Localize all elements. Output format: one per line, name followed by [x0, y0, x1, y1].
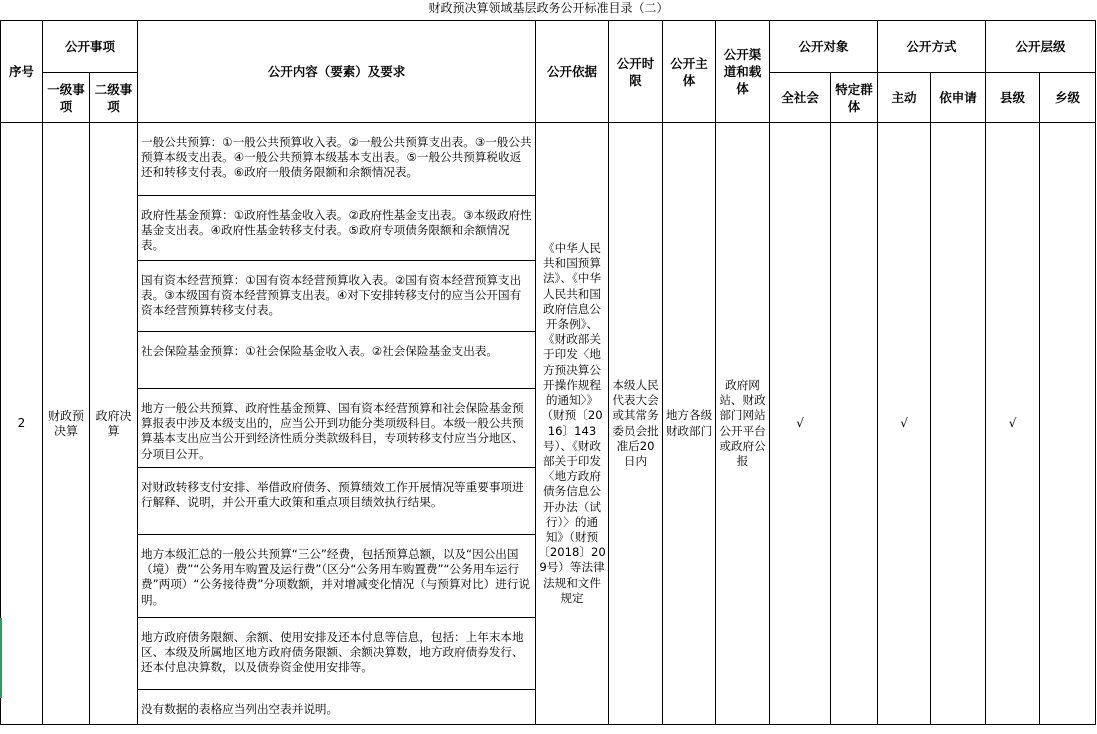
- header-mode-request: 依申请: [931, 73, 986, 123]
- row-seq: 2: [1, 123, 43, 725]
- header-items: 公开事项: [43, 21, 138, 73]
- content-item: 地方本级汇总的一般公共预算“三公”经费，包括预算总额，以及“因公出国（境）费”“公务用车购置及运行费”（区分“公务用车购置费”“公务用车运行费”两项）“公务接待费”分项数额，并对增减变化情况（与预算对比）进行说明。: [138, 535, 536, 618]
- header-audience-all: 全社会: [770, 73, 831, 123]
- check-mode-active: √: [878, 123, 931, 725]
- content-item: 一般公共预算：①一般公共预算收入表。②一般公共预算支出表。③一般公共预算本级支出表。④一般公共预算本级基本支出表。⑤一般公共预算税收返还和转移支付表。⑥政府一般债务限额和余额情况表。: [138, 123, 536, 196]
- header-level2: 二级事项: [90, 73, 138, 123]
- header-tier-county: 县级: [986, 73, 1040, 123]
- header-mode-active: 主动: [878, 73, 931, 123]
- content-item: 社会保险基金预算：①社会保险基金收入表。②社会保险基金支出表。: [138, 332, 536, 389]
- header-audience: 公开对象: [770, 21, 878, 73]
- cell-audience-specific: [831, 123, 878, 725]
- content-item: 国有资本经营预算：①国有资本经营预算收入表。②国有资本经营预算支出表。③本级国有资本经营预算支出表。④对下安排转移支付的应当公开国有资本经营预算转移支付表。: [138, 261, 536, 332]
- cell-mode-request: [931, 123, 986, 725]
- row-basis: 《中华人民共和国预算法》、《中华人民共和国政府信息公开条例》、《财政部关于印发〈地方预决算公开操作规程的通知〉》（财预〔2016〕143号）、《财政部关于印发〈地方政府债务信息公开办法（试行）〉的通知》（财预〔2018〕209号）等法律法规和文件规定: [536, 123, 609, 725]
- header-basis: 公开依据: [536, 21, 609, 123]
- content-item: 地方政府债务限额、余额、使用安排及还本付息等信息，包括：上年末本地区、本级及所属地区地方政府债务限额、余额决算数，地方政府债券发行、还本付息决算数，以及债券资金使用安排等。: [138, 618, 536, 690]
- content-item: 对财政转移支付安排、举借政府债务、预算绩效工作开展情况等重要事项进行解释、说明，并公开重大政策和重点项目绩效执行结果。: [138, 468, 536, 535]
- header-mode: 公开方式: [878, 21, 986, 73]
- check-tier-county: √: [986, 123, 1040, 725]
- row-channel: 政府网站、财政部门网站公开平台或政府公报: [716, 123, 770, 725]
- check-audience-all: √: [770, 123, 831, 725]
- catalog-table: [0, 20, 1096, 725]
- header-content: 公开内容（要素）及要求: [138, 21, 536, 123]
- header-channel: 公开渠道和载体: [716, 21, 770, 123]
- row-marker: [0, 618, 2, 698]
- header-level1: 一级事项: [43, 73, 90, 123]
- cell-tier-township: [1040, 123, 1096, 725]
- content-item: 政府性基金预算：①政府性基金收入表。②政府性基金支出表。③本级政府性基金支出表。④政府性基金转移支付表。⑤政府专项债务限额和余额情况表。: [138, 196, 536, 261]
- header-subject: 公开主体: [663, 21, 716, 123]
- row-level2: 政府决算: [90, 123, 138, 725]
- row-timing: 本级人民代表大会或其常务委员会批准后20日内: [609, 123, 663, 725]
- header-timing: 公开时限: [609, 21, 663, 123]
- row-subject: 地方各级财政部门: [663, 123, 716, 725]
- content-item: 没有数据的表格应当列出空表并说明。: [138, 690, 536, 725]
- header-tier-township: 乡级: [1040, 73, 1096, 123]
- content-item: 地方一般公共预算、政府性基金预算、国有资本经营预算和社会保险基金预算报表中涉及本级支出的，应当公开到功能分类项级科目。本级一般公共预算基本支出应当公开到经济性质分类款级科目，专项转移支付应当分地区、分项目公开。: [138, 389, 536, 468]
- row-level1: 财政预决算: [43, 123, 90, 725]
- header-audience-specific: 特定群体: [831, 73, 878, 123]
- header-tier: 公开层级: [986, 21, 1096, 73]
- page-title: 财政预决算领域基层政务公开标准目录（二）: [428, 1, 669, 15]
- header-seq: 序号: [1, 21, 43, 123]
